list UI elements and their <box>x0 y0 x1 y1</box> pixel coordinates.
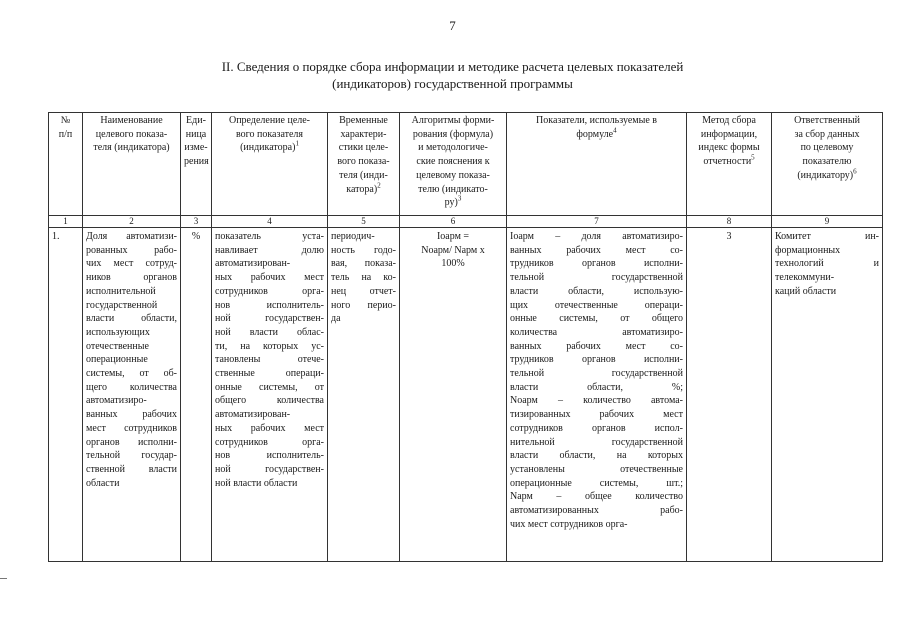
formula-indicators-cell <box>507 228 687 562</box>
header-line: рения <box>184 156 209 168</box>
section-title <box>0 58 905 92</box>
header-line: показателю <box>802 156 852 168</box>
cell-line: тельной государственной <box>510 368 683 380</box>
header-line: формуле$^4$ <box>576 126 617 140</box>
header-line: ские пояснения к <box>416 156 490 168</box>
header-line: характери- <box>340 128 387 140</box>
cell-line: тизированных рабочих мест <box>510 409 683 421</box>
cell-line: показатель уста- <box>215 231 324 242</box>
header-line: Метод сбора <box>702 115 756 126</box>
indicators-table <box>48 112 883 562</box>
cell-line: ной власти облас- <box>215 326 324 338</box>
header-line: ру)$^3$ <box>444 194 462 209</box>
cell-line: ственные операци- <box>215 368 324 380</box>
column-number: 6 <box>400 216 507 228</box>
cell-line: автоматизиро- <box>86 395 147 407</box>
cell-line: власти области, <box>86 313 177 325</box>
cell-line: каций области <box>775 285 837 297</box>
column-number: 9 <box>772 216 883 228</box>
header-line: ница <box>185 128 207 140</box>
cell-line: ственной власти <box>86 463 177 475</box>
cell-line: да <box>331 313 341 325</box>
header-line: теля (индикатора) <box>93 142 170 154</box>
cell-line: нов исполнитель- <box>215 299 324 311</box>
cell-line: технологий и <box>775 258 879 270</box>
column-number-row <box>49 216 883 228</box>
time-characteristics-cell <box>328 228 400 562</box>
header-cell <box>212 113 328 216</box>
cell-line: мест сотрудников <box>86 422 177 434</box>
collection-method-cell: 3 <box>687 228 772 562</box>
cell-line: государственной <box>86 299 158 311</box>
header-line: вого показа- <box>337 156 390 168</box>
column-number: 8 <box>687 216 772 228</box>
cell-line: сотрудников орга- <box>215 436 324 448</box>
footnote-mark: 2 <box>377 181 381 190</box>
table-row <box>49 228 883 562</box>
header-line: целевому показа- <box>416 169 490 181</box>
row-number-cell: 1. <box>49 228 83 562</box>
cell-line: периодич- <box>331 231 375 242</box>
cell-line: ных рабочих мест <box>215 272 324 284</box>
cell-line: навливает долю <box>215 244 324 256</box>
header-line: Еди- <box>186 115 206 126</box>
column-number: 3 <box>181 216 212 228</box>
cell-line: тельной государ- <box>86 450 177 462</box>
cell-line: Комитет ин- <box>775 231 879 242</box>
header-line: Определение целе- <box>228 115 311 126</box>
cell-line: ников органов <box>86 272 177 284</box>
cell-line: тановлены отече- <box>215 354 324 366</box>
footnote-mark: 3 <box>457 194 462 203</box>
header-line: по целевому <box>800 142 854 154</box>
page-number: 7 <box>449 18 456 33</box>
header-line: изме- <box>184 142 208 154</box>
header-cell <box>181 113 212 216</box>
algorithm-cell <box>400 228 507 562</box>
cell-line: нов исполнитель- <box>215 450 324 462</box>
cell-line: онные системы, от общего <box>510 313 683 325</box>
column-number: 2 <box>83 216 181 228</box>
header-line: п/п <box>58 128 73 140</box>
cell-line: ных рабочих мест <box>215 422 324 434</box>
cell-line: трудников органов исполни- <box>510 354 683 366</box>
cell-line: ванных рабочих мест со- <box>510 244 683 256</box>
header-line: Наименование <box>100 115 163 126</box>
cell-line: формационных <box>775 244 841 256</box>
header-line: катора)$^2$ <box>346 181 381 195</box>
footnote-mark: 4 <box>613 126 617 135</box>
cell-line: рованных рабо- <box>86 244 177 256</box>
header-line: вого показателя <box>235 128 304 140</box>
header-cell <box>49 113 83 216</box>
cell-line: общего количества <box>215 395 324 407</box>
header-line: Показатели, используемые в <box>536 115 657 126</box>
responsible-cell <box>772 228 883 562</box>
column-number: 7 <box>507 216 687 228</box>
cell-line: щих отечественные операци- <box>510 299 683 311</box>
header-cell <box>507 113 687 216</box>
cell-line: телекоммуни- <box>775 272 835 284</box>
cell-line: автоматизированных рабо- <box>510 505 683 517</box>
header-line: стики целе- <box>338 142 389 154</box>
cell-line: использующих <box>86 326 150 338</box>
definition-cell <box>212 228 328 562</box>
cell-line: нец отчет- <box>331 285 396 297</box>
cell-line: Доля автоматизи- <box>86 231 177 242</box>
section-title-line-1: II. Сведения о порядке сбора информации и методике расчета целевых показателей <box>221 59 684 74</box>
header-line: за сбор данных <box>794 128 860 140</box>
header-line: Ответственный <box>794 115 860 126</box>
header-line: теля (инди- <box>339 169 388 181</box>
cell-line: ванных рабочих <box>86 409 177 421</box>
column-number: 4 <box>212 216 328 228</box>
cell-line: трудников органов исполни- <box>510 258 683 270</box>
cell-line: операционные <box>86 354 148 366</box>
cell-line: сотрудников органов испол- <box>510 422 683 434</box>
unit-cell: % <box>181 228 212 562</box>
footnote-mark: 6 <box>853 167 857 176</box>
cell-line: тель на ко- <box>331 272 396 284</box>
footnote-mark: 1 <box>295 140 299 149</box>
cell-line: операционные системы, шт.; <box>510 477 683 489</box>
header-cell <box>400 113 507 216</box>
column-number: 5 <box>328 216 400 228</box>
cell-line: власти области, %; <box>510 381 683 393</box>
cell-line: сотрудников орга- <box>215 285 324 297</box>
cell-line: ной государствен- <box>215 313 324 325</box>
cell-line: чих мест сотруд- <box>86 258 177 270</box>
section-title-line-2: (индикаторов) государственной программы <box>332 76 573 91</box>
cell-line: Nоарм – количество автома- <box>510 395 683 407</box>
cell-line: ного перио- <box>331 299 396 311</box>
header-line: отчетности$^5$ <box>703 153 755 168</box>
cell-line: исполнительной <box>86 285 156 297</box>
header-line: № <box>60 115 71 126</box>
cell-line: ной власти области <box>215 477 298 489</box>
cell-line: отечественные <box>86 340 149 352</box>
header-line: (индикатору)$^6$ <box>797 167 857 181</box>
cell-line: тельной государственной <box>510 272 683 284</box>
cell-line: ной государствен- <box>215 463 324 475</box>
cell-line: области <box>86 477 120 489</box>
margin-mark <box>0 578 7 579</box>
cell-line: Iоарм = <box>436 231 470 242</box>
footnote-mark: 5 <box>751 153 755 162</box>
cell-line: Iоарм – доля автоматизиро- <box>510 231 683 242</box>
cell-line: автоматизирован- <box>215 258 291 270</box>
cell-line: чих мест сотрудников орга- <box>510 518 628 530</box>
cell-line: 100% <box>441 258 465 270</box>
header-line: телю (индикато- <box>418 183 488 195</box>
cell-line: Nарм – общее количество <box>510 491 683 503</box>
cell-line: онные системы, от <box>215 381 324 393</box>
column-number: 1 <box>49 216 83 228</box>
cell-line: органов исполни- <box>86 436 177 448</box>
header-line: и методологиче- <box>418 142 488 154</box>
header-cell <box>328 113 400 216</box>
cell-line: системы, от об- <box>86 368 177 380</box>
header-cell <box>772 113 883 216</box>
header-row <box>49 113 883 216</box>
header-line: Алгоритмы форми- <box>411 115 495 126</box>
cell-line: количества автоматизиро- <box>510 326 683 338</box>
cell-line: ти, на которых ус- <box>215 340 324 352</box>
header-cell <box>687 113 772 216</box>
indicator-name-cell <box>83 228 181 562</box>
header-line: (индикатора)$^1$ <box>240 140 299 154</box>
cell-line: нительной государственной <box>510 436 683 448</box>
header-cell <box>83 113 181 216</box>
cell-line: автоматизирован- <box>215 409 291 421</box>
cell-line: ванных рабочих мест со- <box>510 340 683 352</box>
cell-line: власти области, использую- <box>510 285 683 297</box>
cell-line: вая, показа- <box>331 258 396 270</box>
header-line: Временные <box>339 115 388 126</box>
header-line: рования (формула) <box>412 128 494 140</box>
cell-line: Nоарм/ Nарм x <box>421 244 485 256</box>
cell-line: щего количества <box>86 381 177 393</box>
cell-line: установлены отечественные <box>510 463 683 475</box>
cell-line: ность годо- <box>331 244 396 256</box>
header-line: информации, <box>700 128 758 140</box>
cell-line: власти области, на которых <box>510 450 683 462</box>
header-line: индекс формы <box>698 142 760 154</box>
header-line: целевого показа- <box>95 128 168 140</box>
